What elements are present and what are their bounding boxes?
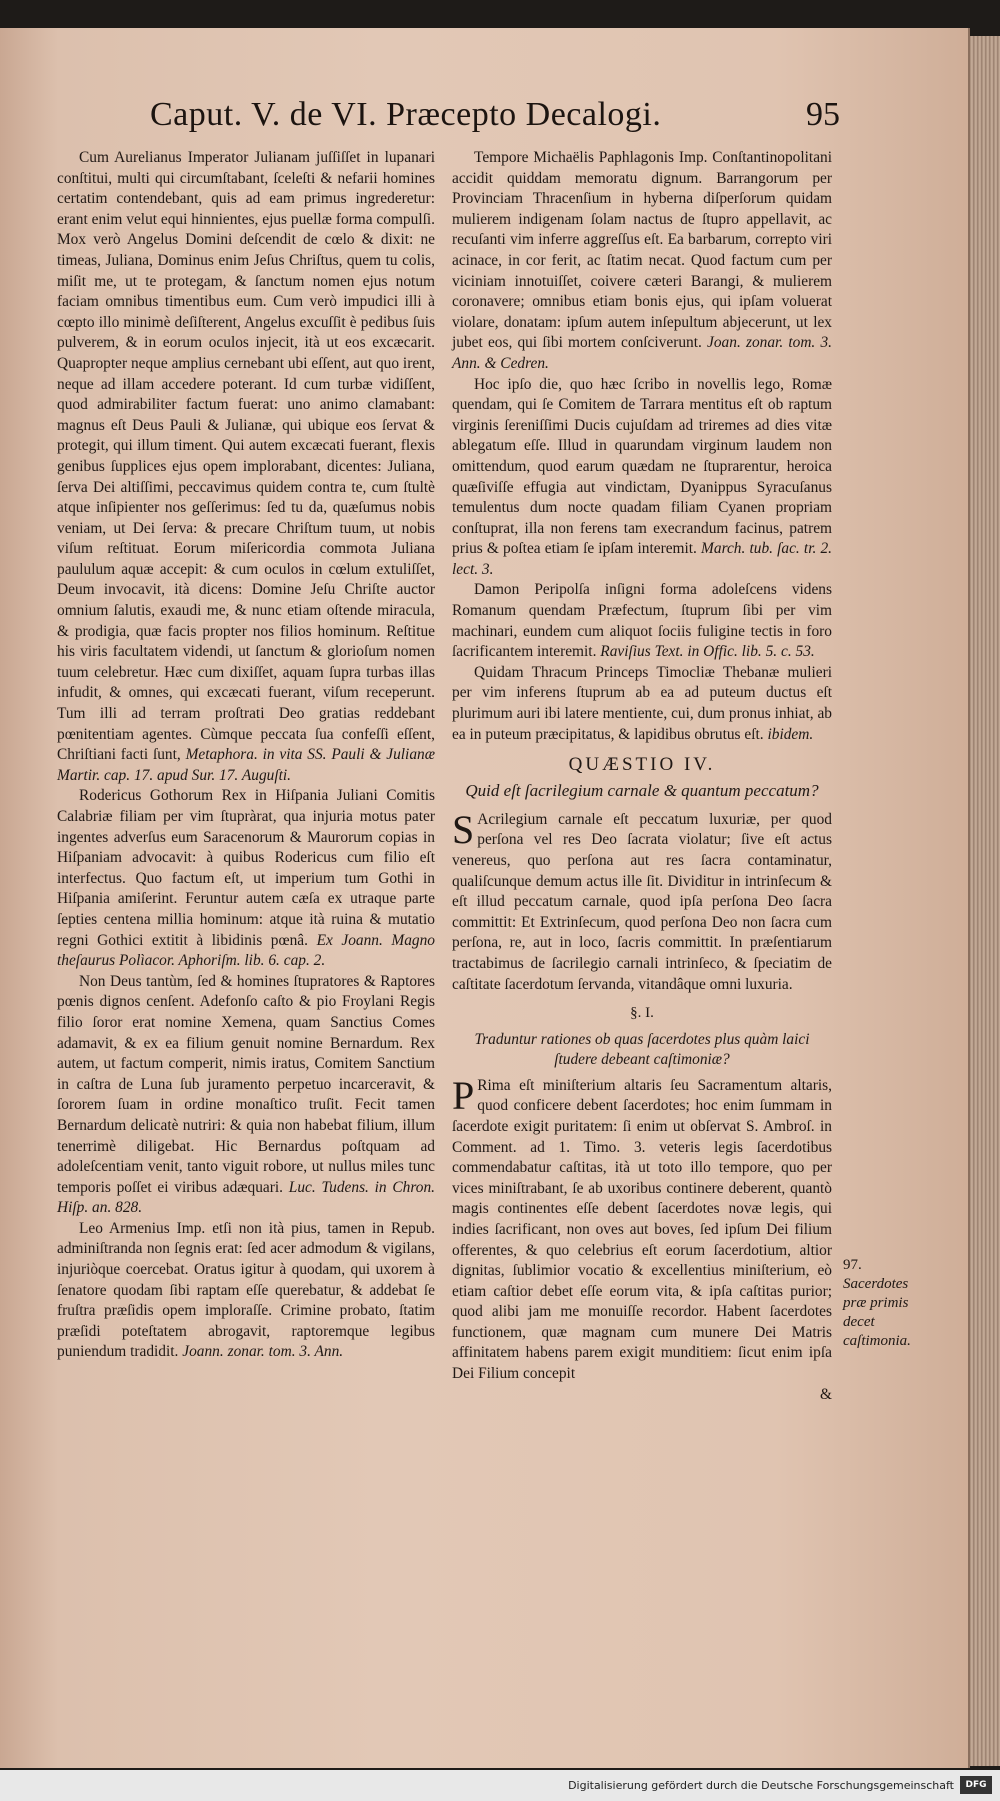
section-subtitle: Traduntur rationes ob quas ſacerdotes plus quàm laici ſtudere debeant caſtimoniæ? bbox=[474, 1030, 810, 1068]
citation: Raviſius Text. in Offic. lib. 5. c. 53. bbox=[600, 643, 815, 661]
footer-credit: Digitalisierung gefördert durch die Deutsche Forschungsgemeinschaft bbox=[568, 1779, 954, 1792]
citation: Metaphora. in vita SS. Pauli & Julianæ Martir. cap. 17. apud Sur. 17. Auguſti. bbox=[57, 746, 435, 784]
section-body: P Rima eſt miniſterium altaris ſeu Sacramentum altaris, quod conficere debent ſacerdotes; hoc enim ſummam in ſacerdote exigit puritatem: ſi enim ut obſervat S. Ambroſ. in Comment. ad 1. Timo. 3. veteris legis ſacerdotibus commendabatur caſtitas, ità ut toto illo tempore, quo per vices miniſtrabant, ſe ab uxoribus continere deberent, quantò magis continentes eſſe debent ſacerdotes novæ legis, qui indies ſacrificant, non oves aut boves, ſed ipſum Dei filium offerentes, & quo celebrius eſt eorum ſacerdotium, altior dignitas, ſublimior vocatio & excellentius miniſterium, eò etiam caſtior debet eſſe eorum vita, & ipſa caſtitas purior; quod alibi jam me monuiſſe recordor. Habent ſacerdotes functionem, quæ magnam cum munere Dei Matris affinitatem habens parem exigit munditiem: ſicut enim ipſa Dei Filium concepit bbox=[452, 1072, 832, 1383]
marginal-note bbox=[843, 1256, 933, 1351]
citation: Joan. zonar. tom. 3. Ann. & Cedren. bbox=[452, 334, 832, 372]
running-title: Caput. V. de VI. Præcepto Decalogi. bbox=[150, 96, 662, 133]
paragraph: Damon Peripolſa inſigni forma adoleſcens videns Romanum quendam Præfectum, ſtuprum ſibi per vim machinari, eundem cum aliquot ſociis fuligine tectis in foro ſacrificantem interemit. Raviſius Text. in Offic. lib. 5. c. 53. bbox=[452, 581, 832, 661]
drop-cap: S bbox=[452, 806, 475, 852]
paragraph: Rodericus Gothorum Rex in Hiſpania Juliani Comitis Calabriæ filiam per vim ſtupràrat, qua injuria motus pater ingentes adverſus eum Saracenorum & Maurorum copias in Hiſpaniam advocavit: à quibus Rodericus cum filio eſt interfectus. Quo factum eſt, ut imperium tum Gothi in Hiſpania amiſerint. Feruntur autem cæſa ex utraque parte ſepties centena millia hominum: atque ità ruina & mutatio regni Gothici extitit à libidinis pœnâ. Ex Joann. Magno theſaurus Polìacor. Aphoriſm. lib. 6. cap. 2. bbox=[57, 787, 436, 970]
citation: ibidem. bbox=[767, 725, 814, 743]
paragraph: Non Deus tantùm, ſed & homines ſtupratores & Raptores pœnis dignos cenſent. Adefonſo caſto & pio Froylani Regis filio ſoror erat nomine Xemena, quam Sanctius Comes adamavit, & ex ea filium genuit nomine Bernardum. Rex autem, ut factum comperit, nimis iratus, Comitem Sanctium in caſtra de Luna ſub juramento perpetuo incarceravit, & ſororem ſuam in ordine monaſtico truſit. Fecit tamen Bernardum delicatè nutriri: & quia non habebat filium, illum tenerrimè diligebat. Hic Bernardus poſtquam ad adoleſcentiam venit, tanto viguit robore, ut nullus miles tunc temporis poſſet ei viribus adæquari. Luc. Tudens. in Chron. Hiſp. an. 828. bbox=[57, 972, 435, 1217]
left-column bbox=[57, 148, 435, 1363]
catchword: & bbox=[820, 1385, 832, 1403]
drop-cap: P bbox=[452, 1072, 475, 1118]
paragraph: Leo Armenius Imp. etſi non ità pius, tamen in Repub. adminiſtranda non ſegnis erat: ſed acer admodum & vigilans, injuriòque coercebat. Oratus igitur à quodam, qui uxorem à ſenatore quodam ſibi raptam eſſe querebatur, & addebat ſe fruſtra præſidis opem imploraſſe. Crimine probato, ſtatim præſidi poteſtatem abrogavit, raptoremque legibus puniendum tradidit. Joann. zonar. tom. 3. Ann. bbox=[57, 1219, 435, 1361]
marginal-number: 97. bbox=[843, 1257, 862, 1273]
page-header bbox=[150, 90, 840, 140]
marginal-text: Sacerdotes præ primis decet caſtimonia. bbox=[843, 1276, 911, 1349]
question-heading: QUÆSTIO IV. bbox=[568, 754, 716, 776]
question-body: S Acrilegium carnale eſt peccatum luxuriæ, per quod perſona vel res Deo ſacrata violatur; ſive eſt actus venereus, quo perſona aut res ſacra contaminatur, qualiſcunque demum actus ille ſit. Dividitur in intrinſecum & eſt illud peccatum carnale, quod ipſa perſona Deo ſacra committit: Et Extrinſecum, quod perſona Deo non ſacra cum perſona, re, aut in loco, ſacris committit. In præſentiarum tractabimus de ſacrilegio carnali intrinſeco, & ſpeciatim de caſtitate ſacerdotum ſervanda, vitandâque omni luxuria. bbox=[452, 806, 832, 993]
paragraph: Tempore Michaëlis Paphlagonis Imp. Conſtantinopolitani accidit quiddam memoratu dignum. Barrangorum per Provinciam Thracenſium in hyberna diſperſorum quidam mulierem indigenam ſolam nactus de ſtupro appellavit, ac recuſanti vim inferre aggreſſus eſt. Ea barbarum, correpto viri acinace, in cor ferit, ac ſtatim necat. Quod factum cum per viciniam innotuiſſet, coivere cæteri Barangi, & mulierem coronavere; omnibus etiam bonis ejus, qui ipſam voluerat violare, donatam: ipſum autem inſepultum abjecerunt, ut lex jubet eos, qui ſibi mortem conſciverunt. Joan. zonar. tom. 3. Ann. & Cedren. bbox=[452, 149, 832, 372]
page-edge bbox=[970, 36, 1000, 1766]
citation: March. tub. ſac. tr. 2. lect. 3. bbox=[452, 540, 832, 578]
footer-bar bbox=[0, 1770, 1000, 1801]
question-subtitle: Quid eſt ſacrilegium carnale & quantum peccatum? bbox=[465, 780, 819, 800]
page-number: 95 bbox=[806, 96, 840, 133]
citation: Joann. zonar. tom. 3. Ann. bbox=[182, 1343, 344, 1361]
paragraph: Cum Aurelianus Imperator Julianam juſſiſſet in lupanari conſtitui, multi qui circumſtabant, ſceleſti & nefarii homines certatim contendebant, quis ad eam primus ingrederetur: erant enim velut equi hinnientes, ejus puellæ forma compulſi. Mox verò Angelus Domini deſcendit de cœlo & dixit: ne timeas, Juliana, Dominus enim Jeſus Chriſtus, quem tu colis, miſit me, ut te protegam, & ſanctum nomen ejus notum faciam omnibus timentibus eum. Cum verò impudici illi à cœpto illo minimè deſiſterent, Angelus excuſſit è pedibus ſuis pulverem, & in eorum oculos injecit, ità ut eos excæcarit. Quapropter neque amplius cernebant ubi eſſent, aut quo irent, neque ad illam accedere poterant. Id cum turbæ vidiſſent, quod admirabiliter factum fuerat: uno animo clamabant: magnus eſt Deus Pauli & Julianæ, qui ubique eos ſervat & protegit, qui illum timent. Qui autem excæcati fuerant, flexis genibus ſupplices ejus opem implorabant, dicentes: Juliana, ſerva Dei altiſſimi, peccavimus quidem contra te, cum ſtultè atque inſipienter nos geſſerimus: ſed tu da, quæſumus nobis veniam, ut Dei ſerva: & precare Chriſtum tuum, ut nobis viſum reſtituat. Eorum miſericordia commota Juliana paululum aquæ accepit: & cum oculos in cœlum extuliſſet, Deum invocavit, ità dicens: Domine Jeſu Chriſte auctor omnium ſalutis, exaudi me, & nunc etiam oſtende miracula, & prodigia, quæ facis propter nos filios hominum. Reſtitue his viris facultatem videndi, ut ſanctum & glorioſum nomen tuum celebretur. Hæc cum dixiſſet, aquam ſupra turbas illas infudit, & omnes, qui excæcati fuerant, viſum receperunt. Tum illi ad terram proſtrati Deo gratias reddebant pœnitentiam agentes. Cùmque peccata ſua confeſſi eſſent, Chriſtiani facti ſunt, Metaphora. in vita SS. Pauli & Julianæ Martir. cap. 17. apud Sur. 17. Auguſti. bbox=[57, 149, 435, 784]
paragraph: Quidam Thracum Princeps Timocliæ Thebanæ mulieri per vim inferens ſtuprum ab ea ad puteum ductus eſt plurimum auri ibi latere mentiente, cui, dum pronus inhiat, ab ea in puteum præcipitatus, & lapidibus obrutus eſt. ibidem. bbox=[452, 663, 832, 743]
section-heading: §. I. bbox=[630, 1005, 654, 1022]
right-column bbox=[452, 148, 832, 1405]
paragraph: Hoc ipſo die, quo hæc ſcribo in novellis lego, Romæ quendam, qui ſe Comitem de Tarrara mentitus eſt ob raptum virginis ſereniſſimi Ducis cujuſdam ad triremes ad dies vitæ ablegatum eſſe. Illud in quarundam virginum laudem non omittendum, quod earum quædam ne ſtuprarentur, heroica quæſiviſſe effugia aut vindictam, Dyanippus Syracuſanus temulentus dum nocte quadam filiam Cyanen propriam conſtuprat, illa non ferens tam execrandum facinus, patrem prius & poſtea etiam ſe ipſam interemit. March. tub. ſac. tr. 2. lect. 3. bbox=[452, 375, 832, 578]
citation: Luc. Tudens. in Chron. Hiſp. an. 828. bbox=[57, 1178, 435, 1217]
citation: Ex Joann. Magno theſaurus Polìacor. Aphoriſm. lib. 6. cap. 2. bbox=[57, 931, 436, 970]
dfg-logo-icon: DFG bbox=[960, 1776, 992, 1794]
